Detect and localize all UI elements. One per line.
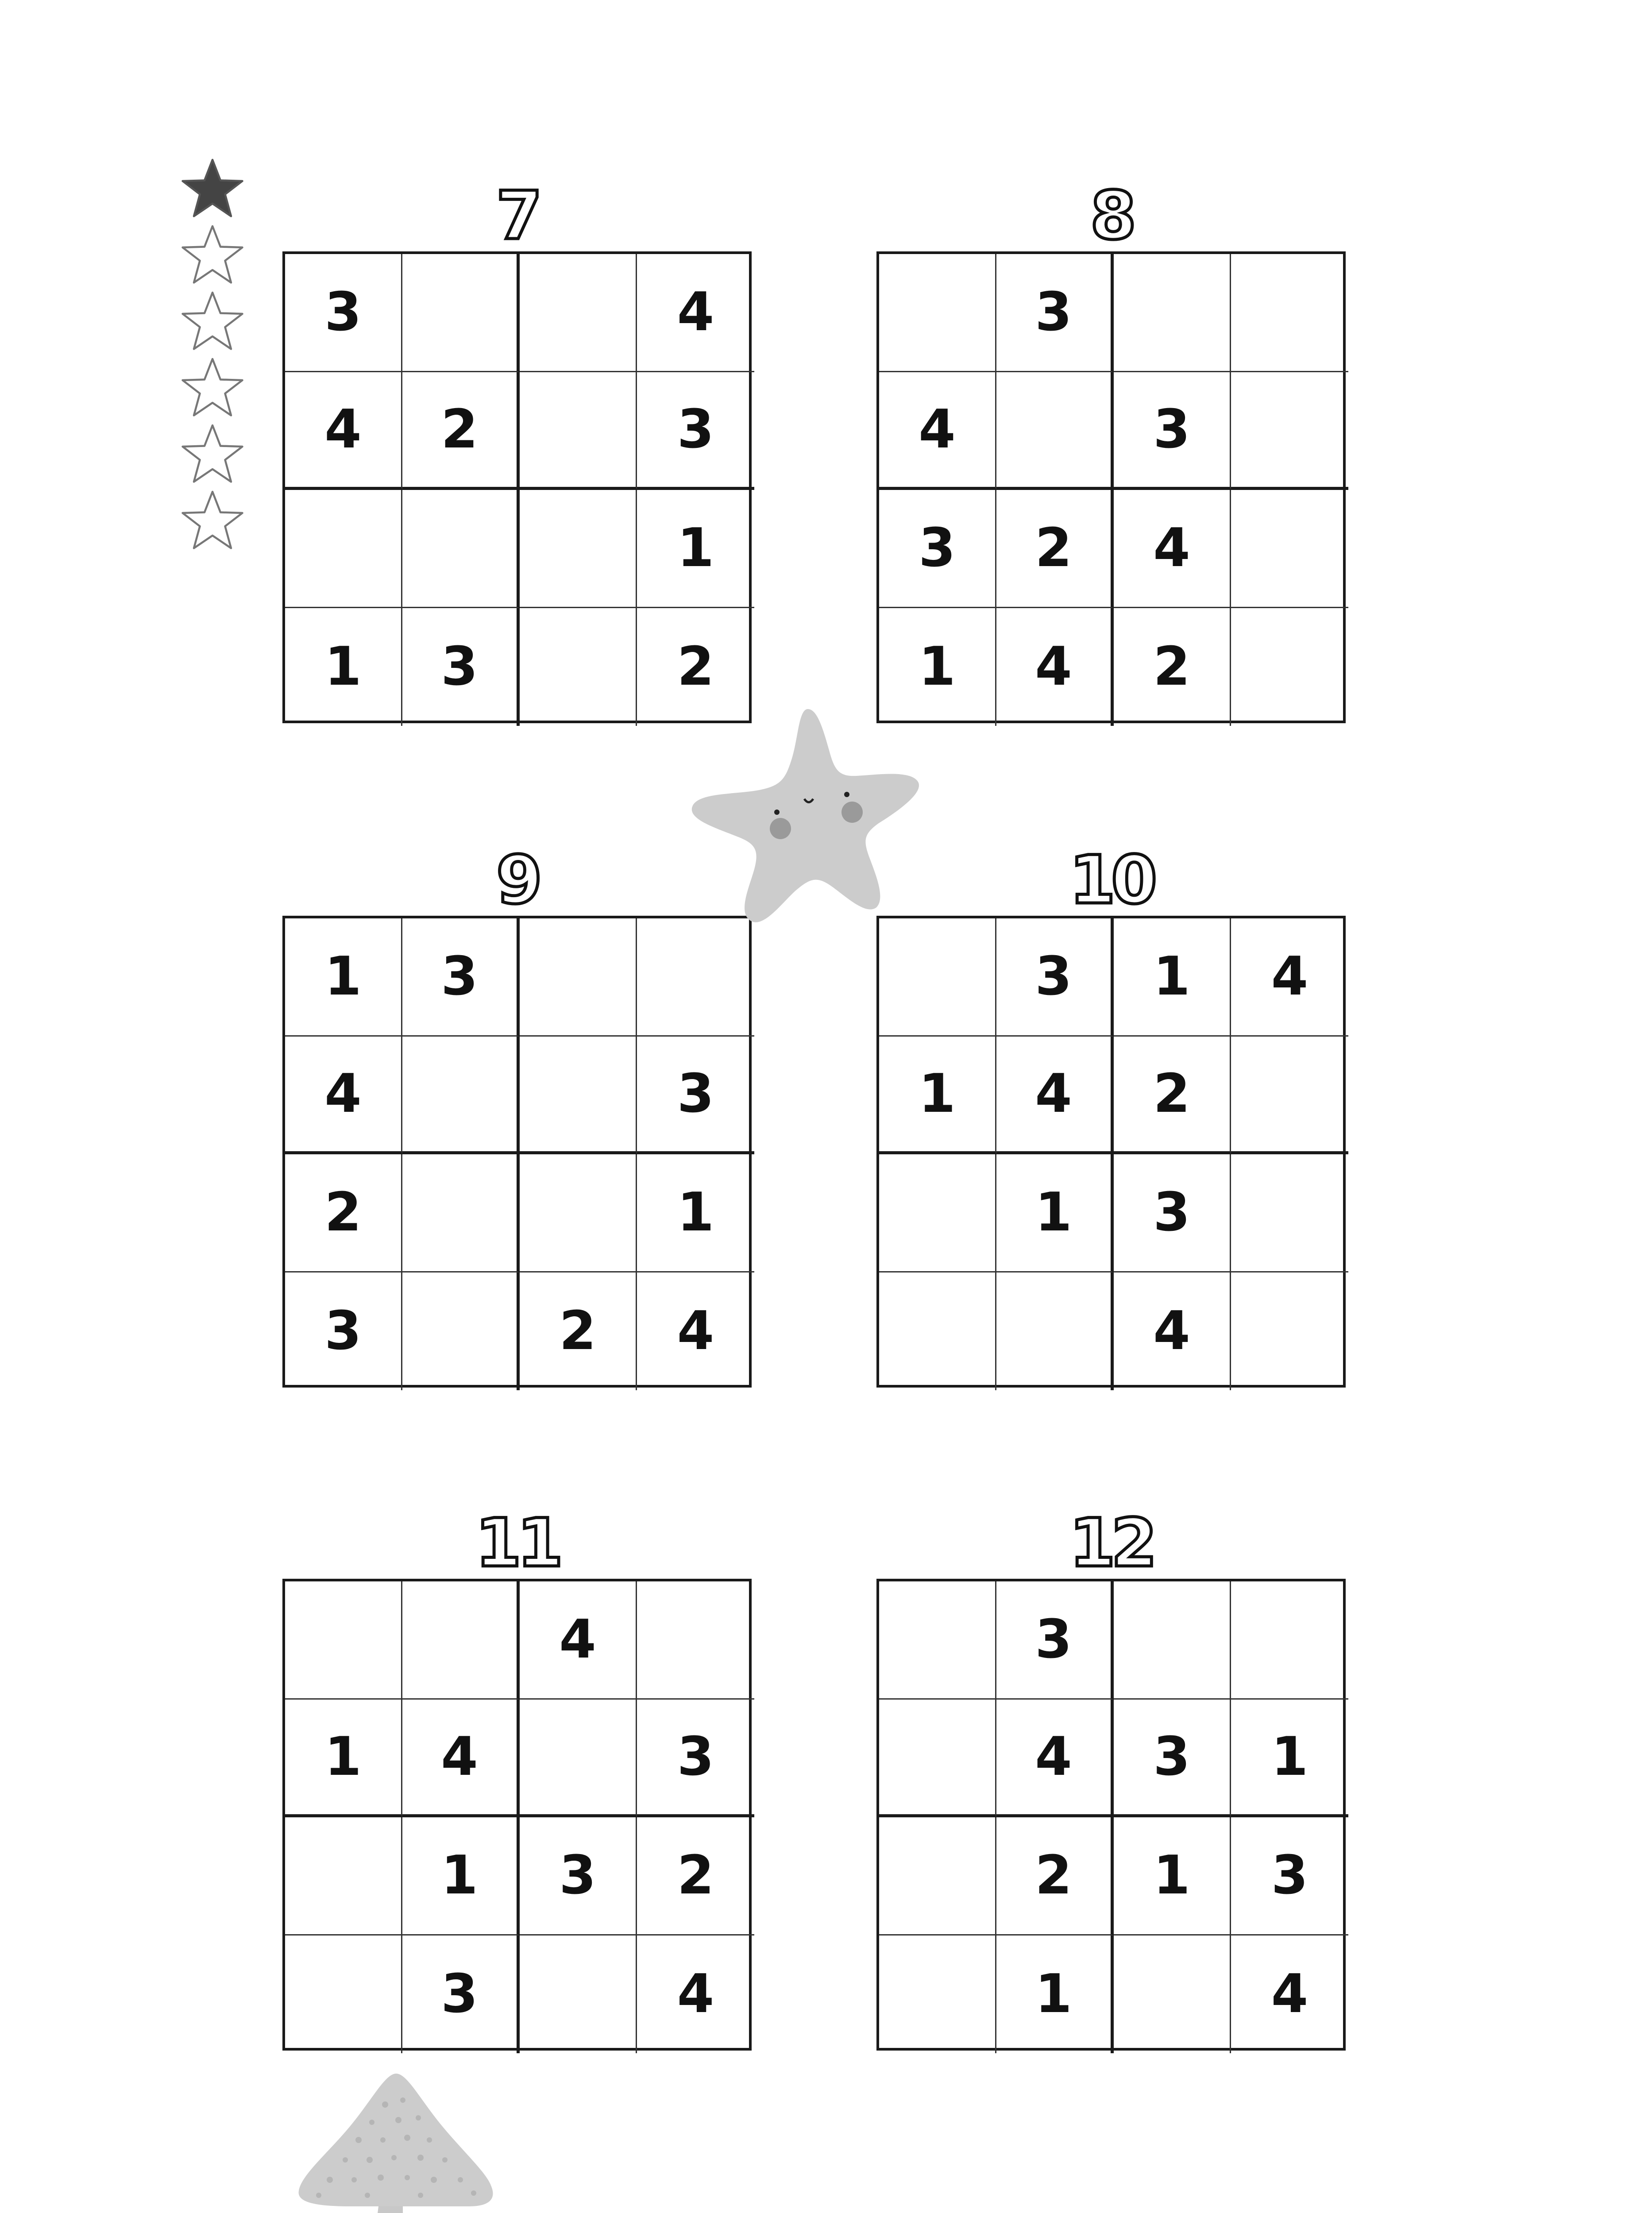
sudoku-cell: 2 (637, 1817, 754, 1935)
empty-star-icon (179, 289, 246, 355)
sudoku-cell: 4 (677, 1300, 714, 1362)
sudoku-cell[interactable] (285, 1581, 402, 1700)
empty-star-icon (179, 421, 246, 488)
sudoku-cell: 4 (402, 1700, 520, 1818)
sudoku-cell: 1 (285, 1700, 402, 1818)
difficulty-rating (179, 156, 255, 554)
sudoku-cell[interactable] (879, 1272, 996, 1391)
sudoku-cell[interactable] (285, 490, 402, 608)
sudoku-cell: 4 (520, 1581, 637, 1700)
sudoku-cell: 3 (1114, 1154, 1231, 1272)
sudoku-cell[interactable] (402, 1272, 520, 1391)
sudoku-cell: 2 (1114, 1037, 1231, 1155)
sudoku-cell: 4 (637, 254, 754, 372)
sudoku-cell[interactable] (402, 490, 520, 608)
sudoku-cell[interactable] (637, 1581, 754, 1700)
empty-star-icon (179, 355, 246, 421)
sudoku-grid (282, 1579, 752, 2051)
sudoku-cell[interactable] (1231, 1037, 1348, 1155)
sudoku-cell: 1 (879, 608, 996, 726)
sudoku-cell: 2 (996, 490, 1114, 608)
sudoku-cell[interactable] (520, 490, 637, 608)
sudoku-cell: 4 (996, 1037, 1114, 1155)
sudoku-cell: 3 (879, 490, 996, 608)
sudoku-cell[interactable] (520, 1037, 637, 1155)
sudoku-cell: 2 (1114, 608, 1231, 726)
sudoku-cell[interactable] (1114, 1581, 1231, 1700)
sudoku-cell: 3 (996, 1581, 1114, 1700)
puzzle-number: 7 (496, 177, 538, 254)
empty-star-icon (179, 222, 246, 289)
sudoku-grid (282, 251, 752, 723)
empty-star-icon (179, 488, 246, 554)
sudoku-cell: 4 (1271, 1963, 1308, 2025)
sudoku-cell: 3 (402, 1935, 520, 2054)
sudoku-grid (876, 1579, 1346, 2051)
puzzle-number: 9 (496, 842, 538, 919)
sudoku-cell: 3 (1231, 1817, 1348, 1935)
sudoku-cell: 1 (1114, 918, 1231, 1037)
sudoku-cell: 3 (402, 608, 520, 726)
sudoku-grid (282, 916, 752, 1388)
filled-star-icon (179, 156, 246, 222)
sudoku-cell[interactable] (879, 254, 996, 372)
sudoku-cell: 3 (996, 254, 1114, 372)
sudoku-cell[interactable] (879, 1817, 996, 1935)
sudoku-cell[interactable] (1114, 254, 1231, 372)
sudoku-cell[interactable] (879, 1935, 996, 2054)
mushroom-icon (297, 2074, 496, 2213)
sudoku-cell[interactable] (402, 1154, 520, 1272)
sudoku-cell[interactable] (402, 1581, 520, 1700)
sudoku-cell[interactable] (1231, 490, 1348, 608)
sudoku-cell: 4 (879, 372, 996, 490)
sudoku-cell: 3 (1114, 1700, 1231, 1818)
sudoku-cell: 3 (996, 918, 1114, 1037)
sudoku-cell[interactable] (1114, 1935, 1231, 2054)
sudoku-cell: 4 (285, 372, 402, 490)
sudoku-cell: 3 (637, 1037, 754, 1155)
sudoku-cell[interactable] (879, 1700, 996, 1818)
sudoku-cell: 3 (520, 1817, 637, 1935)
puzzle-number: 8 (1090, 177, 1132, 254)
sudoku-cell[interactable] (1231, 1581, 1348, 1700)
sudoku-cell[interactable] (402, 1037, 520, 1155)
sudoku-cell[interactable] (879, 1581, 996, 1700)
sudoku-cell[interactable] (879, 1154, 996, 1272)
puzzle-number: 10 (1069, 842, 1153, 919)
sudoku-cell: 4 (996, 608, 1114, 726)
sudoku-cell: 4 (996, 1700, 1114, 1818)
sudoku-cell: 2 (996, 1817, 1114, 1935)
sudoku-cell: 1 (1231, 1700, 1348, 1818)
sudoku-cell[interactable] (285, 1817, 402, 1935)
sudoku-grid (876, 251, 1346, 723)
sudoku-cell[interactable] (520, 1935, 637, 2054)
sudoku-cell[interactable] (1231, 254, 1348, 372)
sudoku-cell: 1 (996, 1935, 1114, 2054)
sudoku-cell: 2 (402, 372, 520, 490)
sudoku-cell[interactable] (1231, 608, 1348, 726)
sudoku-cell: 3 (402, 918, 520, 1037)
sudoku-cell[interactable] (520, 1700, 637, 1818)
sudoku-cell[interactable] (520, 254, 637, 372)
sudoku-cell[interactable] (996, 372, 1114, 490)
sudoku-cell[interactable] (402, 254, 520, 372)
sudoku-cell: 2 (285, 1154, 402, 1272)
sudoku-cell[interactable] (996, 1272, 1114, 1391)
sudoku-cell[interactable] (520, 918, 637, 1037)
sudoku-cell[interactable] (520, 372, 637, 490)
sudoku-cell[interactable] (1231, 372, 1348, 490)
sudoku-cell: 1 (285, 608, 402, 726)
sudoku-cell: 3 (285, 1272, 402, 1391)
sudoku-cell: 4 (1114, 490, 1231, 608)
sudoku-cell: 3 (637, 1700, 754, 1818)
sudoku-cell: 2 (520, 1272, 637, 1391)
sudoku-cell: 3 (1114, 372, 1231, 490)
sudoku-cell: 3 (285, 254, 402, 372)
sudoku-cell: 3 (637, 372, 754, 490)
sudoku-cell[interactable] (520, 1154, 637, 1272)
puzzle-number: 12 (1069, 1505, 1153, 1582)
sudoku-cell: 1 (879, 1037, 996, 1155)
sudoku-cell: 1 (637, 1154, 754, 1272)
sudoku-cell: 1 (637, 490, 754, 608)
sudoku-cell[interactable] (1231, 1272, 1348, 1391)
sudoku-cell: 4 (1114, 1272, 1231, 1391)
sudoku-cell: 4 (1231, 918, 1348, 1037)
sudoku-cell[interactable] (1231, 1154, 1348, 1272)
sudoku-cell: 1 (402, 1817, 520, 1935)
sudoku-cell[interactable] (520, 608, 637, 726)
sudoku-cell: 1 (1114, 1817, 1231, 1935)
sudoku-cell: 1 (996, 1154, 1114, 1272)
puzzle-number: 11 (475, 1505, 559, 1582)
sudoku-cell: 4 (677, 1963, 714, 2025)
sudoku-cell[interactable] (285, 1935, 402, 2054)
sudoku-grid (876, 916, 1346, 1388)
sudoku-cell: 1 (285, 918, 402, 1037)
sudoku-cell: 4 (285, 1037, 402, 1155)
smiling-star-icon (688, 699, 927, 938)
sudoku-cell: 2 (677, 636, 714, 698)
